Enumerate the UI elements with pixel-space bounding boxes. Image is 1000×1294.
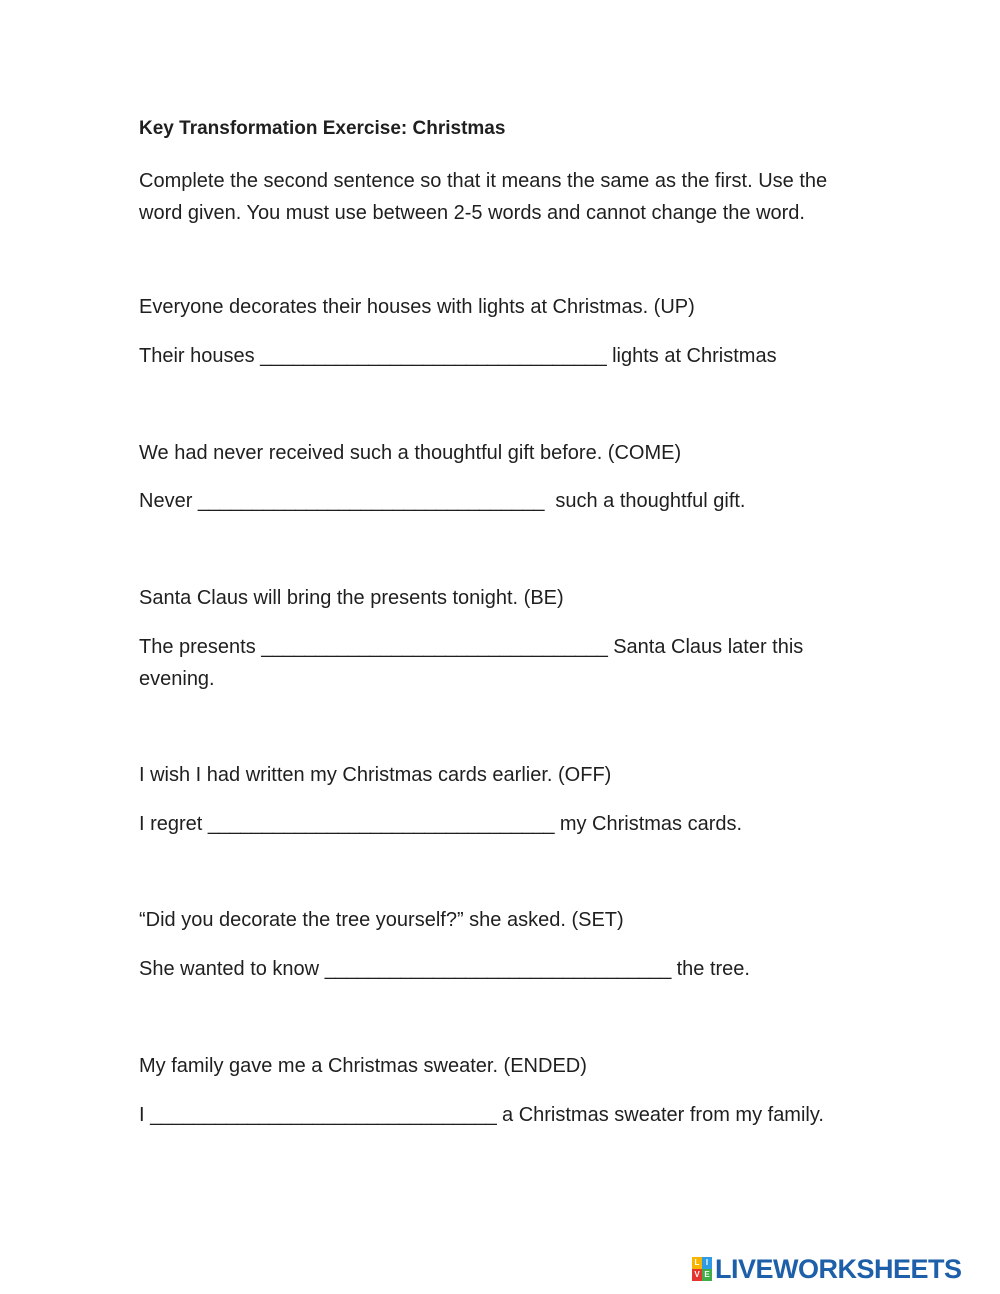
item-6-after: a Christmas sweater from my family.	[496, 1104, 824, 1126]
item-5-before: She wanted to know	[139, 958, 325, 980]
instructions: Complete the second sentence so that it means the same as the first. Use the word given. You must use between 2-5 words and cannot change the word.	[139, 170, 828, 224]
logo-letter-i: I	[702, 1257, 712, 1269]
item-2-answer-line	[139, 485, 746, 517]
item-2-after: such a thoughtful gift.	[544, 490, 746, 512]
item-6-answer-line	[139, 1099, 824, 1131]
item-1-answer-line	[139, 340, 777, 372]
item-5-answer-line	[139, 953, 750, 985]
item-3-blank[interactable]: ________________________________	[261, 636, 608, 658]
item-4-answer-line	[139, 808, 742, 840]
item-1-before: Their houses	[139, 345, 261, 367]
item-4-original: I wish I had written my Christmas cards earlier. (OFF)	[139, 764, 612, 786]
item-6-before: I	[139, 1104, 151, 1126]
item-4-blank[interactable]: ________________________________	[207, 813, 555, 835]
logo-letter-e: E	[702, 1269, 712, 1281]
item-2-blank[interactable]: ________________________________	[197, 490, 545, 512]
item-1-blank[interactable]: ________________________________	[260, 345, 607, 367]
item-5-after: the tree.	[671, 958, 750, 980]
liveworksheets-logo-icon	[692, 1257, 712, 1281]
liveworksheets-logo-text: LIVEWORKSHEETS	[715, 1254, 962, 1284]
item-2-before: Never	[139, 490, 198, 512]
item-3-after: Santa Claus later this evening.	[139, 636, 804, 690]
item-1-original: Everyone decorates their houses with lights at Christmas. (UP)	[139, 296, 695, 318]
item-6-blank[interactable]: ________________________________	[150, 1104, 497, 1126]
item-1-after: lights at Christmas	[606, 345, 777, 367]
item-5-blank[interactable]: ________________________________	[324, 958, 672, 980]
item-4-after: my Christmas cards.	[554, 813, 743, 835]
item-6-original: My family gave me a Christmas sweater. (ENDED)	[139, 1055, 587, 1077]
item-4-before: I regret	[139, 813, 208, 835]
page-title: Key Transformation Exercise: Christmas	[139, 118, 506, 139]
item-3-answer-line	[139, 631, 859, 695]
logo-letter-l: L	[692, 1257, 702, 1269]
item-3-original: Santa Claus will bring the presents tonight. (BE)	[139, 587, 564, 609]
item-2-original: We had never received such a thoughtful gift before. (COME)	[139, 442, 682, 464]
item-3-before: The presents	[139, 636, 262, 658]
liveworksheets-logo	[692, 1254, 962, 1284]
item-5-original: “Did you decorate the tree yourself?” she asked. (SET)	[139, 909, 624, 931]
logo-letter-v: V	[692, 1269, 702, 1281]
